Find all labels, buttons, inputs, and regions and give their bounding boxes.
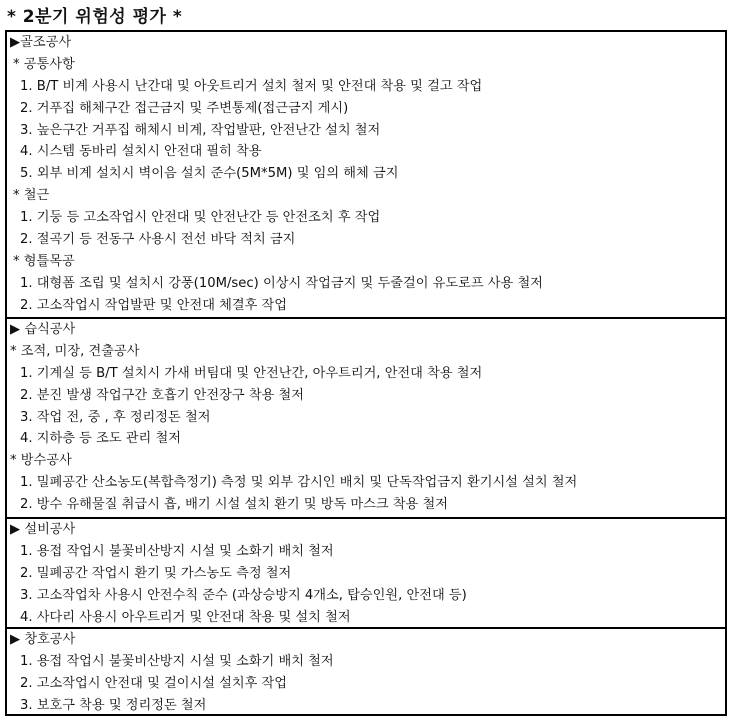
- list-item: 2. 분진 발생 작업구간 호흡기 안전장구 착용 철저: [20, 387, 304, 403]
- list-item: 2. 거푸집 해체구간 접근금지 및 주변통제(접근금지 게시): [20, 100, 349, 116]
- subsection-heading: * 형틀목공: [13, 253, 75, 269]
- list-item: 1. 기둥 등 고소작업시 안전대 및 안전난간 등 안전조치 후 작업: [20, 210, 381, 226]
- list-item: 2. 고소작업시 안전대 및 걸이시설 설치후 작업: [20, 675, 288, 691]
- section-header: ▶ 창호공사: [10, 632, 76, 647]
- section-header: ▶ 설비공사: [10, 522, 76, 537]
- list-item: 1. B/T 비계 사용시 난간대 및 아웃트리거 설치 철저 및 안전대 착용 및 걸고 작업: [20, 78, 483, 94]
- subsection-heading: * 조적, 미장, 견출공사: [10, 343, 140, 359]
- page-title: * 2분기 위험성 평가 *: [7, 7, 183, 27]
- section-header: ▶골조공사: [10, 35, 72, 50]
- list-item: 3. 높은구간 거푸집 해체시 비계, 작업발판, 안전난간 설치 철저: [20, 122, 381, 138]
- section-wet-work: [7, 317, 725, 517]
- subsection-heading: * 방수공사: [10, 453, 72, 469]
- list-item: 3. 보호구 착용 및 정리정돈 철저: [20, 697, 207, 713]
- list-item: 1. 밀폐공간 산소농도(복합측정기) 측정 및 외부 감시인 배치 및 단독작업금지 환기시설 설치 철저: [20, 475, 578, 491]
- list-item: 5. 외부 비계 설치시 벽이음 설치 준수(5M*5M) 및 임의 해체 금지: [20, 166, 399, 182]
- list-item: 2. 밀폐공간 작업시 환기 및 가스농도 측정 철저: [20, 565, 292, 581]
- list-item: 1. 대형폼 조립 및 설치시 강풍(10M/sec) 이상시 작업금지 및 두줄걸이 유도로프 사용 철저: [20, 275, 543, 291]
- section-windows-doors: [7, 627, 725, 714]
- section-header: ▶ 습식공사: [10, 322, 76, 337]
- list-item: 1. 용접 작업시 불꽃비산방지 시설 및 소화기 배치 철저: [20, 543, 334, 559]
- list-item: 3. 고소작업차 사용시 안전수칙 준수 (과상승방지 4개소, 탑승인원, 안전대 등): [20, 587, 467, 603]
- list-item: 2. 절곡기 등 전동구 사용시 전선 바닥 적치 금지: [20, 232, 296, 248]
- subsection-heading: * 공통사항: [13, 56, 75, 72]
- subsection-heading: * 철근: [13, 188, 50, 204]
- list-item: 3. 작업 전, 중 , 후 정리정돈 철저: [20, 409, 211, 425]
- list-item: 2. 방수 유해물질 취급시 흡, 배기 시설 설치 환기 및 방독 마스크 착용 철저: [20, 497, 448, 513]
- list-item: 4. 사다리 사용시 아우트리거 및 안전대 착용 및 설치 철저: [20, 609, 351, 625]
- risk-assessment-table: [5, 30, 727, 716]
- list-item: 2. 고소작업시 작업발판 및 안전대 체결후 작업: [20, 297, 288, 313]
- list-item: 1. 용접 작업시 불꽃비산방지 시설 및 소화기 배치 철저: [20, 653, 334, 669]
- list-item: 1. 기계실 등 B/T 설치시 가새 버팀대 및 안전난간, 아우트리거, 안전대 착용 철저: [20, 365, 483, 381]
- section-mechanical: [7, 517, 725, 627]
- list-item: 4. 지하층 등 조도 관리 철저: [20, 431, 181, 447]
- list-item: 4. 시스템 동바리 설치시 안전대 필히 착용: [20, 144, 262, 160]
- section-framework: [7, 32, 725, 317]
